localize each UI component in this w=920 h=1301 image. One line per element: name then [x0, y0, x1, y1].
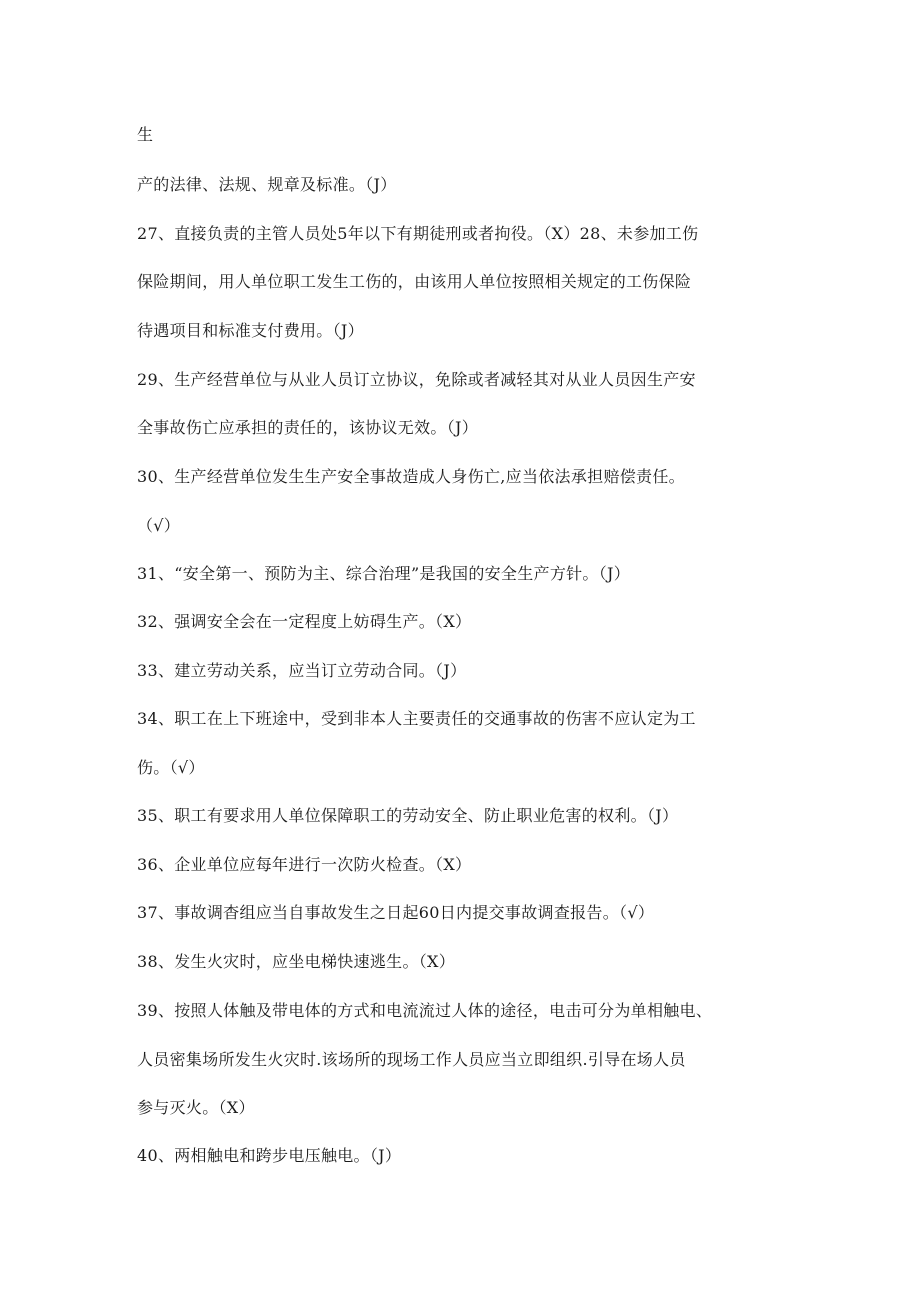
text-line: 40、两相触电和跨步电压触电。（J） — [137, 1146, 402, 1165]
text-line: 31、“安全第一、预防为主、综合治理”是我国的安全生产方针。（J） — [137, 564, 631, 583]
text-line: 39、按照人体触及带电体的方式和电流流过人体的途径，电击可分为单相触电、 — [137, 1001, 713, 1020]
text-line: 人员密集场所发生火灾时.该场所的现场工作人员应当立即组织.引导在场人员 — [137, 1050, 686, 1069]
text-line: 36、企业单位应每年进行一次防火检查。（X） — [137, 855, 472, 874]
text-line: （√） — [137, 516, 181, 535]
text-line: 待遇项目和标准支付费用。（J） — [137, 321, 364, 340]
text-line: 产的法律、法规、规章及标准。（J） — [137, 175, 397, 194]
text-line: 32、强调安全会在一定程度上妨碍生产。（X） — [137, 612, 472, 631]
text-line: 27、直接负责的主管人员处5年以下有期徒刑或者拘役。（X）28、未参加工伤 — [137, 224, 699, 243]
text-line: 38、发生火灾时，应坐电梯快速逃生。（X） — [137, 952, 456, 971]
text-line: 37、事故调杳组应当自事故发生之日起60日内提交事故调查报告。（√） — [137, 903, 655, 922]
text-line: 伤。（√） — [137, 758, 205, 777]
text-line: 全事故伤亡应承担的责任的，该协议无效。（J） — [137, 418, 479, 437]
text-line: 35、职工有要求用人单位保障职工的劳动安全、防止职业危害的权利。（J） — [137, 806, 679, 825]
text-line: 34、职工在上下班途中，受到非本人主要责任的交通事故的伤害不应认定为工 — [137, 709, 696, 728]
text-line: 保险期间，用人单位职工发生工伤的，由该用人单位按照相关规定的工伤保险 — [137, 272, 692, 291]
text-line: 33、建立劳动关系，应当订立劳动合同。（J） — [137, 661, 467, 680]
text-line: 参与灭火。（X） — [137, 1098, 255, 1117]
text-line: 30、生产经营单位发生生产安全事故造成人身伤亡,应当依法承担赔偿责任。 — [137, 467, 685, 486]
text-line: 29、生产经营单位与从业人员订立协议，免除或者减轻其对从业人员因生产安 — [137, 370, 696, 389]
text-line: 生 — [137, 125, 154, 144]
